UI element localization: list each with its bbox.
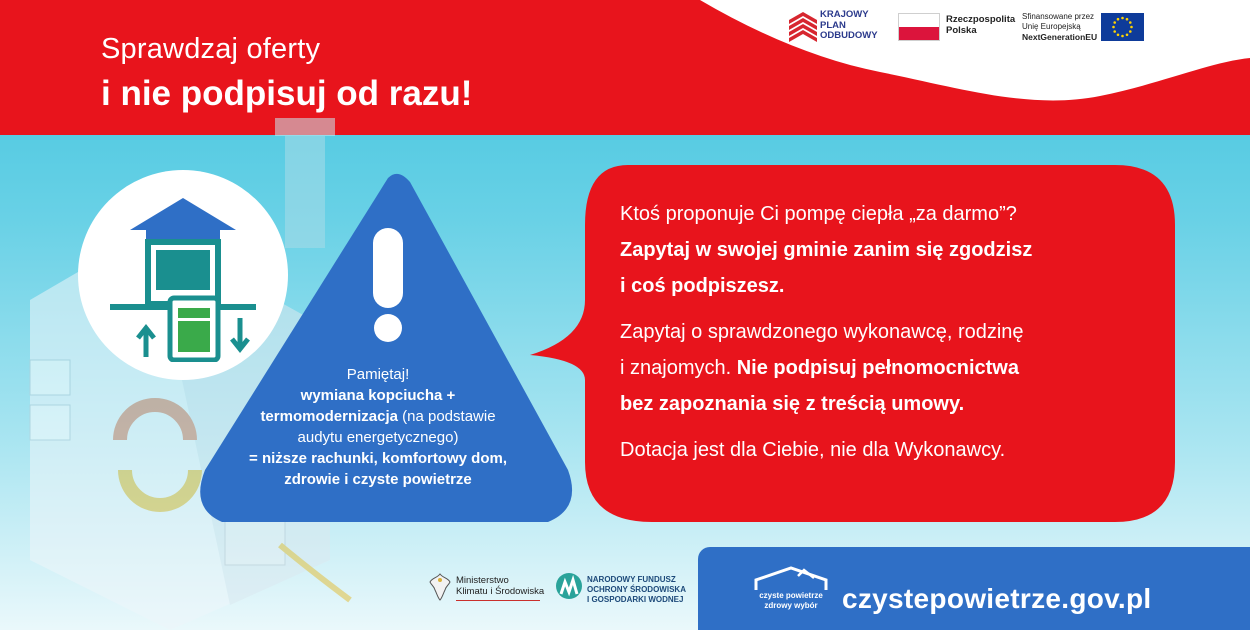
- triangle-line-2: wymiana kopciucha +: [300, 387, 456, 404]
- bubble-text: [620, 196, 1120, 478]
- polish-flag-icon: [898, 13, 940, 41]
- exclamation-icon: [373, 228, 403, 308]
- kpo-logo-icon: [789, 12, 817, 42]
- bubble-paragraph-2: Zapytaj o sprawdzonego wykonawcę, rodzinę i znajomych. Nie podpisuj pełnomocnictwa bez zapoznania się z treścią umowy.: [620, 321, 1024, 415]
- triangle-line-4: audytu energetycznego): [297, 429, 459, 446]
- eagle-emblem-icon: [428, 572, 452, 602]
- heat-pump-icon: [108, 192, 258, 362]
- czyste-powietrze-logo-text: czyste powietrze zdrowy wybór: [759, 591, 823, 610]
- kpo-logo-text: KRAJOWY PLAN ODBUDOWY: [820, 9, 878, 41]
- triangle-text: Pamiętaj! wymiana kopciucha + termomodernizacja (na podstawie audytu energetycznego) = niższe rachunki, komfortowy dom, zdrowie i czyste powietrze: [220, 364, 536, 490]
- headline-line1: Sprawdzaj oferty: [101, 33, 321, 65]
- headline-line2: i nie podpisuj od razu!: [101, 74, 473, 113]
- ministry-logo-text: Ministerstwo Klimatu i Środowiska: [456, 575, 545, 597]
- website-link[interactable]: czystepowietrze.gov.pl: [842, 583, 1152, 614]
- ministry-logo-line: [456, 600, 540, 601]
- czyste-powietrze-logo-icon: [752, 566, 830, 592]
- triangle-line-1: Pamiętaj!: [346, 366, 410, 383]
- nfosigw-logo-text: NARODOWY FUNDUSZ OCHRONY ŚRODOWISKA I GOSPODARKI WODNEJ: [587, 575, 686, 604]
- eu-logo-text: Sfinansowane przez Unię Europejską NextGenerationEU: [1022, 12, 1098, 42]
- nfosigw-logo-icon: [555, 572, 583, 602]
- bubble-paragraph-1: Ktoś proponuje Ci pompę ciepła „za darmo”? Zapytaj w swojej gminie zanim się zgodzisz i coś podpiszesz.: [620, 203, 1033, 297]
- triangle-line-6: zdrowie i czyste powietrze: [284, 471, 472, 488]
- eu-flag-icon: [1101, 13, 1144, 41]
- bubble-paragraph-3: Dotacja jest dla Ciebie, nie dla Wykonawcy.: [620, 439, 1006, 461]
- rp-logo-text: Rzeczpospolita Polska: [946, 14, 1016, 36]
- triangle-line-5: = niższe rachunki, komfortowy dom,: [249, 450, 507, 467]
